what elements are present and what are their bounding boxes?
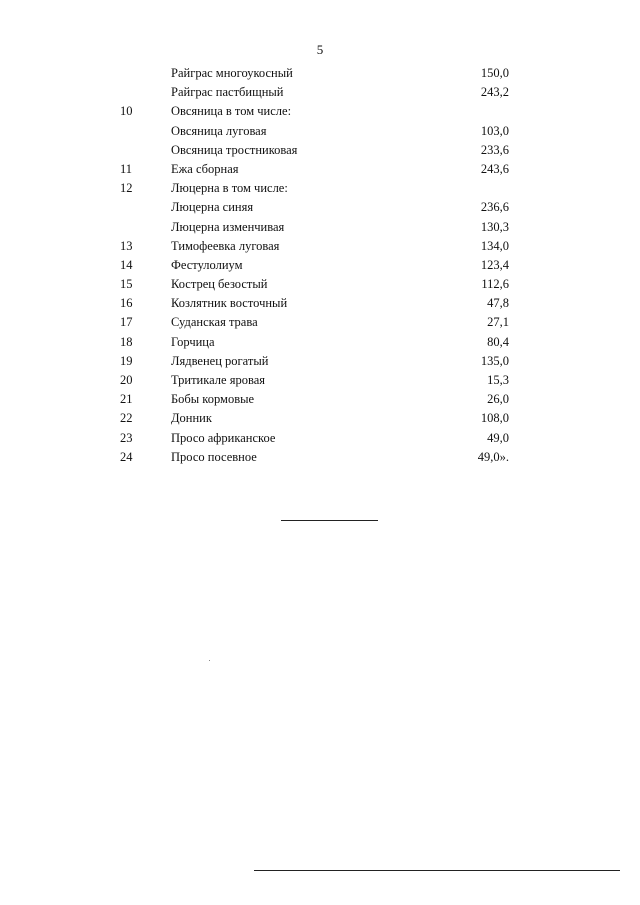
crop-name: Люцерна синяя <box>171 200 254 215</box>
table-row <box>0 102 640 121</box>
table-row <box>0 409 640 428</box>
crop-value: 15,3 <box>487 373 509 387</box>
section-divider <box>281 520 378 521</box>
crop-value: 26,0 <box>487 392 509 407</box>
crop-name: Фестулолиум <box>171 257 243 272</box>
crop-value: 243,6 <box>480 161 509 176</box>
scan-dot <box>209 660 210 661</box>
crop-value: 123,4 <box>480 257 509 272</box>
row-number: 11 <box>120 161 133 176</box>
table-row <box>0 198 640 217</box>
crop-value: 112,6 <box>481 277 509 292</box>
crop-name: Донник <box>171 411 212 426</box>
crop-value: 80,4 <box>487 334 509 349</box>
crop-name: Суданская трава <box>171 315 258 330</box>
crop-name: Горчица <box>171 334 215 349</box>
page-number: 5 <box>316 42 324 57</box>
crop-name: Бобы кормовые <box>171 392 255 407</box>
table-row <box>0 333 640 352</box>
crop-name: Тимофеевка луговая <box>171 238 280 253</box>
crop-name: Овсяница в том числе: <box>171 104 292 119</box>
table-row <box>0 390 640 409</box>
table-row <box>0 179 640 198</box>
row-number: 13 <box>120 238 133 253</box>
table-row <box>0 294 640 313</box>
table-row <box>0 429 640 448</box>
row-number: 17 <box>120 315 133 330</box>
table-row <box>0 64 640 83</box>
crop-value: 108,0 <box>480 411 509 426</box>
row-number: 19 <box>120 353 133 368</box>
table-row <box>0 256 640 275</box>
crop-name: Просо посевное <box>171 449 257 464</box>
row-number: 23 <box>120 430 133 445</box>
crop-value: 49,0 <box>487 430 509 445</box>
crop-value: 49,0». <box>477 449 509 464</box>
crop-name: Райграс пастбищный <box>171 85 284 100</box>
table-row <box>0 122 640 141</box>
crop-value: 150,0 <box>480 66 509 80</box>
table-row <box>0 218 640 237</box>
crop-value: 135,0 <box>480 353 509 368</box>
table-row <box>0 237 640 256</box>
crop-name: Кострец безостый <box>171 277 268 292</box>
crop-value: 236,6 <box>480 200 509 215</box>
crop-name: Просо африканское <box>171 430 276 445</box>
row-number: 10 <box>120 104 133 119</box>
table-row <box>0 141 640 160</box>
table-row <box>0 352 640 371</box>
table-row <box>0 448 640 467</box>
crop-name: Козлятник восточный <box>171 296 288 311</box>
crop-value: 134,0 <box>480 238 509 253</box>
crop-value: 27,1 <box>487 315 509 330</box>
crop-name: Ежа сборная <box>171 161 239 176</box>
row-number: 24 <box>120 449 133 464</box>
crop-name: Тритикале яровая <box>171 373 265 387</box>
crop-name: Люцерна в том числе: <box>171 181 288 196</box>
table-row <box>0 160 640 179</box>
table-row <box>0 313 640 332</box>
row-number: 16 <box>120 296 133 311</box>
row-number: 22 <box>120 411 133 426</box>
row-number: 21 <box>120 392 133 407</box>
row-number: 20 <box>120 373 133 387</box>
crop-value: 103,0 <box>480 123 509 138</box>
footer-divider <box>254 870 620 871</box>
crop-value-table <box>0 64 640 467</box>
table-row <box>0 275 640 294</box>
crop-value: 243,2 <box>480 85 509 100</box>
crop-value: 233,6 <box>480 142 509 157</box>
row-number: 15 <box>120 277 133 292</box>
table-row <box>0 371 640 390</box>
crop-name: Райграс многоукосный <box>171 66 293 80</box>
crop-name: Овсяница луговая <box>171 123 267 138</box>
crop-name: Лядвенец рогатый <box>171 353 269 368</box>
crop-name: Люцерна изменчивая <box>171 219 285 234</box>
row-number: 14 <box>120 257 133 272</box>
row-number: 12 <box>120 181 133 196</box>
crop-name: Овсяница тростниковая <box>171 142 298 157</box>
crop-value: 130,3 <box>480 219 509 234</box>
row-number: 18 <box>120 334 133 349</box>
crop-value: 47,8 <box>487 296 509 311</box>
table-row <box>0 83 640 102</box>
